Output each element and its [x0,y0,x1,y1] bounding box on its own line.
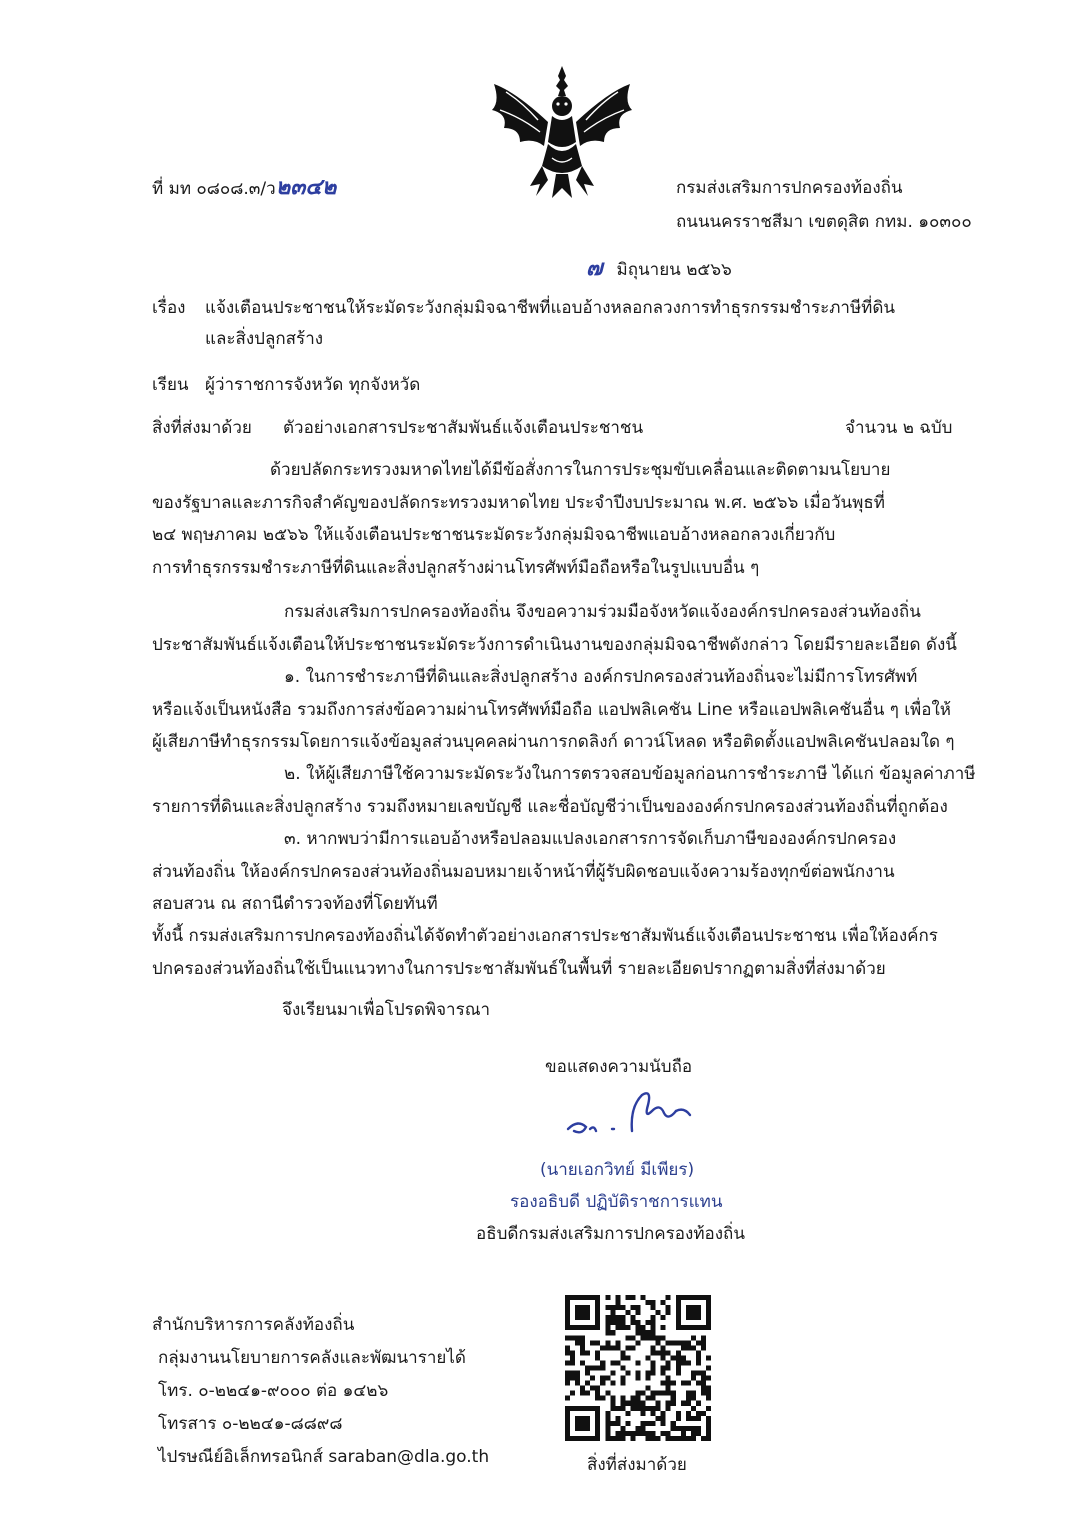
paragraph-line: ปกครองส่วนท้องถิ่นใช้เป็นแนวทางในการประชาสัมพันธ์ในพื้นที่ รายละเอียดปรากฏตามสิ่งที่ส่งมาด้วย [152,958,886,979]
reference-handwritten: ๒๓๔๒ [275,175,337,200]
closing-salutation: ขอแสดงความนับถือ [545,1057,693,1077]
garuda-emblem-icon [486,62,638,202]
paragraph-line: ทั้งนี้ กรมส่งเสริมการปกครองท้องถิ่นได้จัดทำตัวอย่างเอกสารประชาสัมพันธ์แจ้งเตือนประชาชน เพื่อให้องค์กร [152,926,938,946]
department-address: ถนนนครราชสีมา เขตดุสิต กทม. ๑๐๓๐๐ [676,212,972,232]
handwritten-signature-icon [560,1085,720,1145]
paragraph-line: ๑. ในการชำระภาษีที่ดินและสิ่งปลูกสร้าง องค์กรปกครองส่วนท้องถิ่นจะไม่มีการโทรศัพท์ [284,667,918,687]
contact-phone: โทร. ๐-๒๒๔๑-๙๐๐๐ ต่อ ๑๔๒๖ [158,1381,389,1401]
paragraph-line: กรมส่งเสริมการปกครองท้องถิ่น จึงขอความร่วมมือจังหวัดแจ้งองค์กรปกครองส่วนท้องถิ่น [284,602,921,622]
paragraph-line: หรือแจ้งเป็นหนังสือ รวมถึงการส่งข้อความผ่านโทรศัพท์มือถือ แอปพลิเคชัน Line หรือแอปพลิเคชันอื่น ๆ เพื่อให้ [152,699,951,720]
list-item-3 [152,823,978,921]
subject-label: เรื่อง [152,298,186,318]
paragraph-line: ๒. ให้ผู้เสียภาษีใช้ความระมัดระวังในการตรวจสอบข้อมูลก่อนการชำระภาษี ได้แก่ ข้อมูลค่าภาษี [284,764,976,784]
contact-email: ไปรษณีย์อิเล็กทรอนิกส์ saraban@dla.go.th [158,1447,490,1467]
signatory-title: อธิบดีกรมส่งเสริมการปกครองท้องถิ่น [476,1224,745,1244]
document-date [586,255,732,284]
paragraph-line: ๒๔ พฤษภาคม ๒๕๖๖ ให้แจ้งเตือนประชาชนระมัดระวังกลุ่มมิจฉาชีพแอบอ้างหลอกลวงเกี่ยวกับ [152,525,836,545]
reference-prefix: ที่ มท ๐๘๐๘.๓/ว [152,179,276,199]
paragraph-line: ผู้เสียภาษีทำธุรกรรมโดยการแจ้งข้อมูลส่วนบุคคลผ่านการกดลิงก์ ดาวน์โหลด หรือติดตั้งแอปพลิเคชันปลอมใด ๆ [152,732,955,752]
paragraph-line: รายการที่ดินและสิ่งปลูกสร้าง รวมถึงหมายเลขบัญชี และชื่อบัญชีว่าเป็นขององค์กรปกครองส่วนท้องถิ่นที่ถูกต้อง [152,796,948,817]
recipient-value: ผู้ว่าราชการจังหวัด ทุกจังหวัด [205,375,421,395]
paragraph-line: ของรัฐบาลและภารกิจสำคัญของปลัดกระทรวงมหาดไทย ประจำปีงบประมาณ พ.ศ. ๒๕๖๖ เมื่อวันพุธที่ [152,492,885,513]
paragraph-line: ประชาสัมพันธ์แจ้งเตือนให้ประชาชนระมัดระวังการดำเนินงานของกลุ่มมิจฉาชีพดังกล่าว โดยมีรายละเอียด ดังนี้ [152,634,957,655]
closing-request: จึงเรียนมาเพื่อโปรดพิจารณา [282,1000,491,1020]
date-month-year: มิถุนายน ๒๕๖๖ [616,260,732,280]
enclosure-count: จำนวน ๒ ฉบับ [845,418,953,438]
contact-fax: โทรสาร ๐-๒๒๔๑-๘๘๙๘ [158,1414,343,1434]
department-name: กรมส่งเสริมการปกครองท้องถิ่น [676,178,903,198]
contact-group: กลุ่มงานนโยบายการคลังและพัฒนารายได้ [158,1348,466,1368]
enclosure-value: ตัวอย่างเอกสารประชาสัมพันธ์แจ้งเตือนประชาชน [283,418,644,438]
paragraph-line: สอบสวน ณ สถานีตำรวจท้องที่โดยทันที [152,894,438,914]
signatory-acting-title: รองอธิบดี ปฏิบัติราชการแทน [510,1192,723,1212]
paragraph-line: การทำธุรกรรมชำระภาษีที่ดินและสิ่งปลูกสร้างผ่านโทรศัพท์มือถือหรือในรูปแบบอื่น ๆ [152,557,760,578]
date-day-handwritten: ๗ [586,256,603,281]
paragraph-line: ด้วยปลัดกระทรวงมหาดไทยได้มีข้อสั่งการในการประชุมขับเคลื่อนและติดตามนโยบาย [270,460,891,480]
paragraph-1 [152,454,978,584]
signatory-name: (นายเอกวิทย์ มีเพียร) [540,1160,695,1180]
list-item-1 [152,661,978,759]
subject-line-1: แจ้งเตือนประชาชนให้ระมัดระวังกลุ่มมิจฉาชีพที่แอบอ้างหลอกลวงการทำธุรกรรมชำระภาษีที่ดิน [205,298,896,318]
reference-number [152,174,336,203]
subject-line-2: และสิ่งปลูกสร้าง [205,329,324,349]
paragraph-line: ๓. หากพบว่ามีการแอบอ้างหรือปลอมแปลงเอกสารการจัดเก็บภาษีขององค์กรปกครอง [284,829,897,849]
list-item-2 [152,758,978,823]
contact-office: สำนักบริหารการคลังท้องถิ่น [152,1315,355,1335]
qr-caption: สิ่งที่ส่งมาด้วย [587,1455,687,1475]
qr-code-icon[interactable] [565,1295,711,1441]
paragraph-2 [152,596,978,661]
enclosure-label: สิ่งที่ส่งมาด้วย [152,418,252,438]
recipient-label: เรียน [152,375,189,395]
paragraph-3 [152,920,978,985]
paragraph-line: ส่วนท้องถิ่น ให้องค์กรปกครองส่วนท้องถิ่นมอบหมายเจ้าหน้าที่ผู้รับผิดชอบแจ้งความร้องทุกข์ต่อพนักงาน [152,861,895,882]
